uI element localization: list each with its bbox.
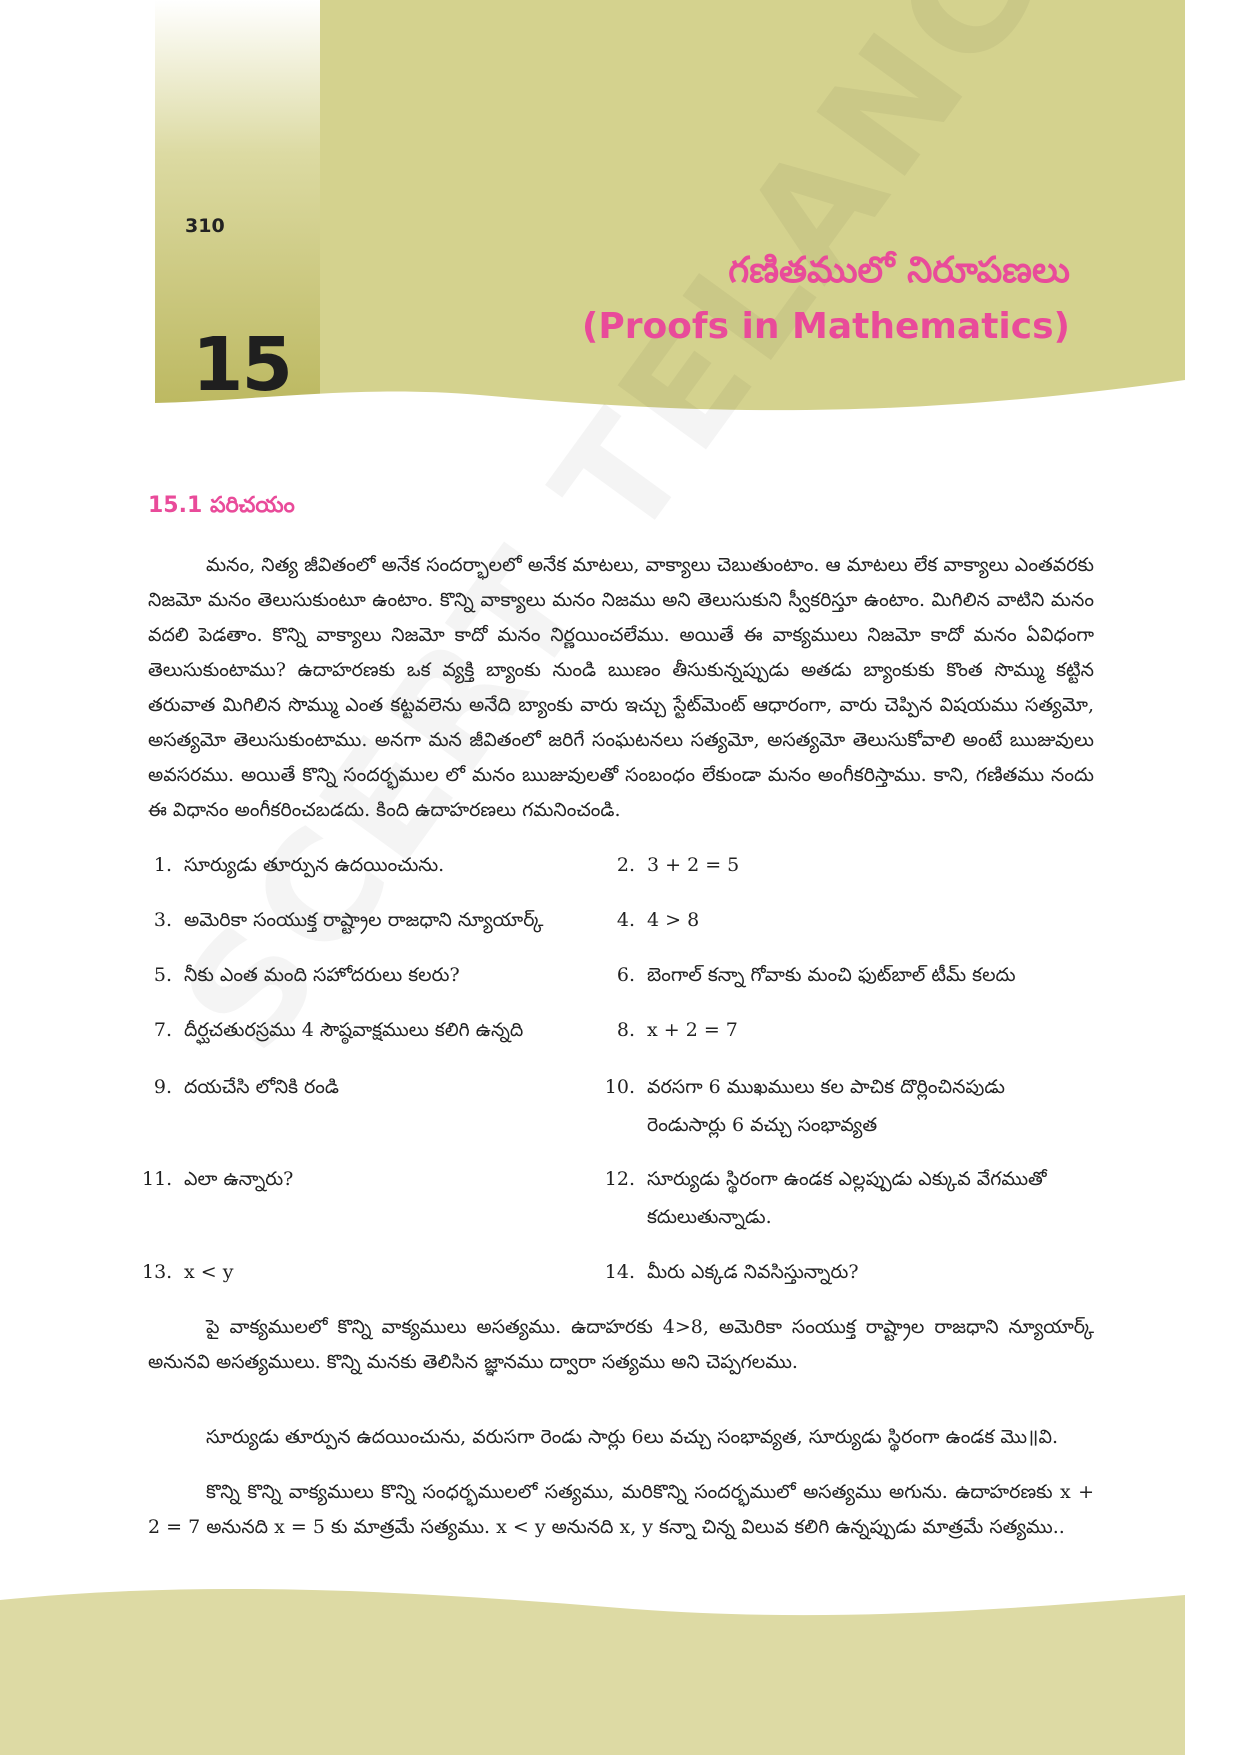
chapter-number: 15 xyxy=(192,322,291,408)
page-number: 310 xyxy=(185,215,225,237)
list-item: 8. x + 2 = 7 xyxy=(616,1019,738,1041)
list-item: 12. సూర్యుడు స్థిరంగా ఉండక ఎల్లప్పుడు ఎక్కువ వేగముతో కదులుతున్నాడు. xyxy=(604,1168,1047,1228)
paragraph-conditional-statements: కొన్ని కొన్ని వాక్యములు కొన్ని సంధర్భములలో సత్యము, మరికొన్ని సందర్భములో అసత్యము అగును. ఉదాహరణకు x + 2 = 7 అనునది x = 5 కు మాత్రమే సత్యము. x < y అనునది x, y కన్నా చిన్న విలువ కలిగి ఉన్నప్పుడు మాత్రమే సత్యము.. xyxy=(148,1481,1094,1538)
intro-paragraph: మనం, నిత్య జీవితంలో అనేక సందర్భాలలో అనేక మాటలు, వాక్యాలు చెబుతుంటాం. ఆ మాటలు లేక వాక్యాలు ఎంతవరకు నిజమో మనం తెలుసుకుంటూ ఉంటాం. కొన్ని వాక్యాలు మనం నిజము అని తెలుసుకుని స్వీకరిస్తూ ఉంటాం. మిగిలిన వాటిని మనం వదలి పెడతాం. కొన్ని వాక్యాలు నిజమో కాదో మనం నిర్ణయించలేము. అయితే ఈ వాక్యములు నిజమో కాదో మనం ఏవిధంగా తెలుసుకుంటాము? ఉదాహరణకు ఒక వ్యక్తి బ్యాంకు నుండి ఋణం తీసుకున్నప్పుడు అతడు బ్యాంకుకు కొంత సొమ్ము కట్టిన తరువాత మిగిలిన సొమ్ము ఎంత కట్టవలెను అనేది బ్యాంకు వారు ఇచ్చు స్టేట్‌మెంట్ ఆధారంగా, వారు చెప్పిన విషయము సత్యమో, అసత్యమో తెలుసుకుంటాము. అనగా మన జీవితంలో జరిగే సంఘటనలు సత్యమో, అసత్యమో తెలుసుకోవాలి అంటే ఋజువులు అవసరము. అయితే కొన్ని సందర్భముల లో మనం ఋజువులతో సంబంధం లేకుండా మనం అంగీకరిస్తాము. కాని, గణితము నందు ఈ విధానం అంగీకరించబడదు. కింది ఉదాహరణలు గమనించండి. xyxy=(148,554,1094,821)
list-item: 6. బెంగాల్ కన్నా గోవాకు మంచి ఫుట్‌బాల్ టీమ్ కలదు xyxy=(616,964,1016,986)
list-item: 11. ఎలా ఉన్నారు? xyxy=(142,1168,294,1190)
list-item: 13. x < y xyxy=(142,1261,234,1283)
paragraph-true-statements: సూర్యుడు తూర్పున ఉదయించును, వరుసగా రెండు సార్లు 6లు వచ్చు సంభావ్యత, సూర్యుడు స్థిరంగా ఉండక మొ॥వి. xyxy=(206,1426,1058,1448)
list-item: 7. దీర్ఘచతురస్రము 4 సౌష్ఠవాక్షములు కలిగి ఉన్నది xyxy=(153,1019,524,1041)
list-item: 10. వరసగా 6 ముఖములు కల పాచిక దొర్లించినపుడు రెండుసార్లు 6 వచ్చు సంభావ్యత xyxy=(604,1076,1006,1136)
section-heading: 15.1 పరిచయం xyxy=(148,493,295,518)
list-item: 14. మీరు ఎక్కడ నివసిస్తున్నారు? xyxy=(604,1261,859,1283)
list-item: 9. దయచేసి లోనికి రండి xyxy=(153,1076,339,1098)
page-margin xyxy=(1185,0,1240,1755)
chapter-title-telugu: గణితములో నిరూపణలు xyxy=(728,250,1070,291)
list-item: 5. నీకు ఎంత మంది సహోదరులు కలరు? xyxy=(153,964,460,986)
list-item: 4. 4 > 8 xyxy=(616,909,700,931)
list-item: 3. అమెరికా సంయుక్త రాష్ట్రాల రాజధాని న్యూయార్క్ xyxy=(153,909,544,931)
chapter-title-english: (Proofs in Mathematics) xyxy=(581,306,1070,347)
footer-band xyxy=(0,1580,1240,1755)
paragraph-false-statements: పై వాక్యములలో కొన్ని వాక్యములు అసత్యము. ఉదాహరకు 4>8, అమెరికా సంయుక్త రాష్ట్రాల రాజధాని న్యూయార్క్ అనునవి అసత్యములు. కొన్ని మనకు తెలిసిన జ్ఞానము ద్వారా సత్యము అని చెప్పగలము. xyxy=(148,1316,1094,1373)
list-item: 1. సూర్యుడు తూర్పున ఉదయించును. xyxy=(153,854,445,876)
list-item: 2. 3 + 2 = 5 xyxy=(616,854,740,876)
